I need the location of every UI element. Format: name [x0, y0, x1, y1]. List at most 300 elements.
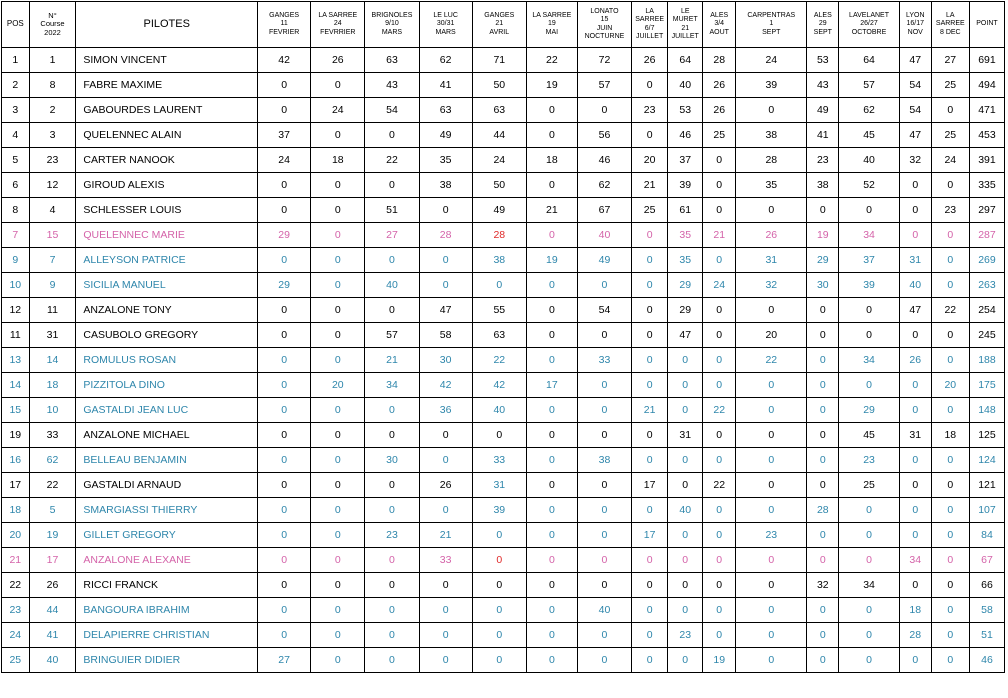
race-score-cell: 25	[931, 123, 969, 148]
race-score-cell: 0	[839, 298, 900, 323]
race-score-cell: 0	[526, 498, 577, 523]
race-score-cell: 39	[736, 73, 807, 98]
race-score-cell: 0	[931, 523, 969, 548]
race-score-cell: 0	[807, 298, 839, 323]
race-score-cell: 0	[632, 323, 668, 348]
race-score-cell: 0	[703, 523, 736, 548]
race-score-cell: 0	[931, 273, 969, 298]
race-score-cell: 0	[258, 498, 311, 523]
race-score-cell: 31	[472, 473, 526, 498]
race-score-cell: 26	[703, 98, 736, 123]
race-score-cell: 0	[703, 623, 736, 648]
race-score-cell: 26	[899, 348, 931, 373]
race-header: ALES 3/4 AOUT	[703, 2, 736, 48]
race-score-cell: 0	[526, 623, 577, 648]
table-row	[2, 148, 1005, 173]
race-score-cell: 0	[577, 273, 631, 298]
race-score-cell: 0	[311, 448, 365, 473]
race-score-cell: 46	[577, 148, 631, 173]
race-score-cell: 41	[807, 123, 839, 148]
race-score-cell: 49	[807, 98, 839, 123]
race-score-cell: 0	[365, 548, 419, 573]
race-score-cell: 38	[472, 248, 526, 273]
race-score-cell: 54	[365, 98, 419, 123]
table-row	[2, 548, 1005, 573]
race-score-cell: 0	[632, 498, 668, 523]
race-score-cell: 0	[899, 173, 931, 198]
pos-cell: 9	[2, 248, 30, 273]
race-score-cell: 0	[899, 223, 931, 248]
race-score-cell: 0	[258, 523, 311, 548]
pilot-name-cell: SIMON VINCENT	[76, 48, 258, 73]
pilot-name-cell: ANZALONE MICHAEL	[76, 423, 258, 448]
pilot-name-cell: CARTER NANOOK	[76, 148, 258, 173]
race-score-cell: 22	[931, 298, 969, 323]
race-score-cell: 54	[899, 73, 931, 98]
race-score-cell: 18	[311, 148, 365, 173]
point-total-cell: 121	[969, 473, 1004, 498]
pilot-name-cell: QUELENNEC ALAIN	[76, 123, 258, 148]
race-score-cell: 45	[839, 123, 900, 148]
race-score-cell: 0	[807, 323, 839, 348]
race-score-cell: 0	[311, 423, 365, 448]
race-score-cell: 57	[365, 323, 419, 348]
race-score-cell: 35	[736, 173, 807, 198]
race-score-cell: 0	[311, 198, 365, 223]
race-number-cell: 1	[29, 48, 76, 73]
race-score-cell: 30	[419, 348, 472, 373]
pilotes-header: PILOTES	[76, 2, 258, 48]
race-score-cell: 43	[807, 73, 839, 98]
race-score-cell: 0	[419, 498, 472, 523]
race-score-cell: 0	[258, 398, 311, 423]
race-number-cell: 31	[29, 323, 76, 348]
race-score-cell: 0	[736, 373, 807, 398]
pilot-name-cell: GASTALDI JEAN LUC	[76, 398, 258, 423]
race-score-cell: 27	[931, 48, 969, 73]
race-number-header: N° Course 2022	[29, 2, 76, 48]
race-score-cell: 53	[668, 98, 703, 123]
race-score-cell: 40	[472, 398, 526, 423]
pilot-name-cell: BRINGUIER DIDIER	[76, 648, 258, 673]
race-score-cell: 0	[258, 548, 311, 573]
race-score-cell: 0	[365, 573, 419, 598]
race-score-cell: 25	[839, 473, 900, 498]
race-score-cell: 0	[807, 623, 839, 648]
point-total-cell: 263	[969, 273, 1004, 298]
race-score-cell: 21	[419, 523, 472, 548]
race-score-cell: 0	[577, 473, 631, 498]
race-score-cell: 0	[668, 648, 703, 673]
standings-body	[2, 48, 1005, 673]
race-score-cell: 0	[526, 473, 577, 498]
race-score-cell: 0	[703, 198, 736, 223]
race-score-cell: 54	[899, 98, 931, 123]
race-number-cell: 18	[29, 373, 76, 398]
race-score-cell: 28	[419, 223, 472, 248]
race-score-cell: 40	[899, 273, 931, 298]
race-score-cell: 0	[703, 423, 736, 448]
race-score-cell: 0	[526, 273, 577, 298]
race-score-cell: 19	[526, 248, 577, 273]
race-score-cell: 0	[931, 473, 969, 498]
race-score-cell: 22	[526, 48, 577, 73]
race-score-cell: 22	[472, 348, 526, 373]
race-score-cell: 0	[899, 198, 931, 223]
race-score-cell: 0	[931, 648, 969, 673]
table-row	[2, 498, 1005, 523]
race-score-cell: 0	[526, 548, 577, 573]
race-score-cell: 0	[526, 598, 577, 623]
pilot-name-cell: ALLEYSON PATRICE	[76, 248, 258, 273]
pos-cell: 15	[2, 398, 30, 423]
race-score-cell: 18	[899, 598, 931, 623]
race-score-cell: 0	[931, 573, 969, 598]
race-score-cell: 0	[807, 523, 839, 548]
race-number-cell: 9	[29, 273, 76, 298]
race-score-cell: 34	[365, 373, 419, 398]
race-score-cell: 0	[736, 598, 807, 623]
race-score-cell: 38	[577, 448, 631, 473]
race-score-cell: 0	[365, 298, 419, 323]
race-score-cell: 0	[839, 623, 900, 648]
race-header: CARPENTRAS 1 SEPT	[736, 2, 807, 48]
race-score-cell: 45	[839, 423, 900, 448]
race-number-cell: 23	[29, 148, 76, 173]
race-score-cell: 21	[703, 223, 736, 248]
race-score-cell: 32	[736, 273, 807, 298]
race-score-cell: 0	[668, 523, 703, 548]
race-score-cell: 0	[668, 598, 703, 623]
race-header: BRIGNOLES 9/10 MARS	[365, 2, 419, 48]
race-score-cell: 43	[365, 73, 419, 98]
race-header: LA SARREE 19 MAI	[526, 2, 577, 48]
table-row	[2, 648, 1005, 673]
race-score-cell: 0	[839, 598, 900, 623]
race-score-cell: 0	[311, 398, 365, 423]
race-score-cell: 0	[839, 198, 900, 223]
race-score-cell: 21	[632, 398, 668, 423]
race-score-cell: 22	[703, 473, 736, 498]
race-score-cell: 0	[311, 223, 365, 248]
race-score-cell: 64	[839, 48, 900, 73]
race-score-cell: 0	[526, 323, 577, 348]
race-score-cell: 31	[899, 423, 931, 448]
race-score-cell: 67	[577, 198, 631, 223]
race-score-cell: 0	[807, 198, 839, 223]
pilot-name-cell: PIZZITOLA DINO	[76, 373, 258, 398]
point-total-cell: 66	[969, 573, 1004, 598]
race-score-cell: 0	[807, 548, 839, 573]
race-score-cell: 0	[899, 373, 931, 398]
race-score-cell: 19	[703, 648, 736, 673]
race-score-cell: 0	[736, 398, 807, 423]
race-score-cell: 42	[258, 48, 311, 73]
race-number-cell: 33	[29, 423, 76, 448]
table-row	[2, 323, 1005, 348]
pilot-name-cell: GIROUD ALEXIS	[76, 173, 258, 198]
race-score-cell: 30	[365, 448, 419, 473]
race-number-cell: 10	[29, 398, 76, 423]
race-score-cell: 0	[668, 573, 703, 598]
race-score-cell: 0	[472, 423, 526, 448]
race-score-cell: 0	[668, 373, 703, 398]
table-row	[2, 348, 1005, 373]
race-score-cell: 0	[311, 348, 365, 373]
race-score-cell: 47	[668, 323, 703, 348]
race-score-cell: 0	[931, 498, 969, 523]
race-score-cell: 29	[807, 248, 839, 273]
race-score-cell: 0	[258, 473, 311, 498]
race-score-cell: 0	[419, 448, 472, 473]
pos-cell: 13	[2, 348, 30, 373]
pilot-name-cell: CASUBOLO GREGORY	[76, 323, 258, 348]
race-score-cell: 0	[668, 448, 703, 473]
race-score-cell: 26	[632, 48, 668, 73]
pos-cell: 24	[2, 623, 30, 648]
race-score-cell: 33	[577, 348, 631, 373]
race-score-cell: 0	[526, 398, 577, 423]
table-row	[2, 523, 1005, 548]
race-score-cell: 0	[736, 648, 807, 673]
pos-cell: 4	[2, 123, 30, 148]
pilot-name-cell: ANZALONE ALEXANE	[76, 548, 258, 573]
race-score-cell: 0	[258, 348, 311, 373]
race-score-cell: 0	[632, 348, 668, 373]
race-score-cell: 0	[632, 223, 668, 248]
race-score-cell: 0	[311, 523, 365, 548]
race-score-cell: 0	[311, 273, 365, 298]
race-score-cell: 33	[472, 448, 526, 473]
race-score-cell: 0	[365, 173, 419, 198]
race-score-cell: 24	[472, 148, 526, 173]
race-score-cell: 27	[258, 648, 311, 673]
race-score-cell: 0	[899, 573, 931, 598]
point-total-cell: 124	[969, 448, 1004, 473]
race-score-cell: 0	[472, 598, 526, 623]
point-total-cell: 51	[969, 623, 1004, 648]
point-total-cell: 84	[969, 523, 1004, 548]
table-row	[2, 248, 1005, 273]
pilot-name-cell: BANGOURA IBRAHIM	[76, 598, 258, 623]
race-score-cell: 0	[807, 448, 839, 473]
point-total-cell: 125	[969, 423, 1004, 448]
point-total-cell: 691	[969, 48, 1004, 73]
race-number-cell: 62	[29, 448, 76, 473]
table-row	[2, 48, 1005, 73]
race-score-cell: 0	[703, 448, 736, 473]
race-score-cell: 0	[839, 648, 900, 673]
race-score-cell: 0	[703, 548, 736, 573]
race-score-cell: 0	[736, 423, 807, 448]
race-score-cell: 0	[577, 623, 631, 648]
race-score-cell: 23	[365, 523, 419, 548]
race-score-cell: 0	[419, 198, 472, 223]
race-score-cell: 28	[899, 623, 931, 648]
race-score-cell: 0	[899, 498, 931, 523]
race-score-cell: 31	[899, 248, 931, 273]
race-score-cell: 34	[839, 348, 900, 373]
race-score-cell: 0	[365, 473, 419, 498]
race-score-cell: 28	[472, 223, 526, 248]
race-score-cell: 0	[668, 398, 703, 423]
race-score-cell: 33	[419, 548, 472, 573]
race-number-cell: 40	[29, 648, 76, 673]
pilot-name-cell: FABRE MAXIME	[76, 73, 258, 98]
race-score-cell: 0	[899, 448, 931, 473]
race-score-cell: 20	[632, 148, 668, 173]
race-score-cell: 0	[365, 123, 419, 148]
race-score-cell: 34	[839, 573, 900, 598]
race-score-cell: 0	[526, 173, 577, 198]
race-score-cell: 0	[258, 598, 311, 623]
race-score-cell: 0	[931, 223, 969, 248]
race-score-cell: 0	[472, 648, 526, 673]
race-header: LA SARREE 6/7 JUILLET	[632, 2, 668, 48]
race-score-cell: 36	[419, 398, 472, 423]
race-score-cell: 40	[365, 273, 419, 298]
race-score-cell: 0	[807, 348, 839, 373]
race-score-cell: 0	[736, 623, 807, 648]
race-number-cell: 7	[29, 248, 76, 273]
race-score-cell: 0	[632, 573, 668, 598]
race-score-cell: 21	[526, 198, 577, 223]
race-score-cell: 25	[632, 198, 668, 223]
race-score-cell: 0	[807, 423, 839, 448]
race-score-cell: 0	[258, 448, 311, 473]
race-score-cell: 0	[365, 598, 419, 623]
race-header: GANGES 21 AVRIL	[472, 2, 526, 48]
race-score-cell: 0	[526, 423, 577, 448]
race-score-cell: 37	[668, 148, 703, 173]
race-score-cell: 0	[703, 348, 736, 373]
race-score-cell: 0	[526, 223, 577, 248]
race-score-cell: 35	[419, 148, 472, 173]
race-score-cell: 0	[632, 248, 668, 273]
pos-cell: 11	[2, 323, 30, 348]
race-score-cell: 22	[736, 348, 807, 373]
race-score-cell: 0	[703, 173, 736, 198]
race-score-cell: 21	[365, 348, 419, 373]
pos-cell: 2	[2, 73, 30, 98]
race-score-cell: 0	[311, 598, 365, 623]
race-score-cell: 0	[311, 498, 365, 523]
race-header: LE LUC 30/31 MARS	[419, 2, 472, 48]
race-score-cell: 0	[931, 448, 969, 473]
race-score-cell: 62	[419, 48, 472, 73]
table-row	[2, 73, 1005, 98]
point-total-cell: 254	[969, 298, 1004, 323]
race-number-cell: 44	[29, 598, 76, 623]
race-score-cell: 0	[258, 73, 311, 98]
race-score-cell: 20	[736, 323, 807, 348]
race-score-cell: 41	[419, 73, 472, 98]
race-score-cell: 38	[419, 173, 472, 198]
race-score-cell: 40	[668, 498, 703, 523]
table-row	[2, 298, 1005, 323]
race-score-cell: 40	[668, 73, 703, 98]
pos-cell: 10	[2, 273, 30, 298]
race-score-cell: 39	[668, 173, 703, 198]
pilot-name-cell: RICCI FRANCK	[76, 573, 258, 598]
race-score-cell: 28	[703, 48, 736, 73]
race-header: LE MURET 21 JUILLET	[668, 2, 703, 48]
point-total-cell: 471	[969, 98, 1004, 123]
race-score-cell: 0	[419, 598, 472, 623]
race-score-cell: 63	[419, 98, 472, 123]
race-score-cell: 0	[577, 648, 631, 673]
pos-cell: 19	[2, 423, 30, 448]
race-score-cell: 72	[577, 48, 631, 73]
table-row	[2, 573, 1005, 598]
race-score-cell: 49	[472, 198, 526, 223]
race-score-cell: 0	[577, 498, 631, 523]
point-total-cell: 269	[969, 248, 1004, 273]
race-score-cell: 0	[899, 648, 931, 673]
race-score-cell: 0	[703, 598, 736, 623]
race-score-cell: 57	[839, 73, 900, 98]
race-score-cell: 26	[311, 48, 365, 73]
race-score-cell: 26	[419, 473, 472, 498]
race-score-cell: 47	[899, 298, 931, 323]
race-score-cell: 0	[577, 548, 631, 573]
race-score-cell: 17	[632, 473, 668, 498]
race-score-cell: 38	[807, 173, 839, 198]
race-header: LAVELANET 26/27 OCTOBRE	[839, 2, 900, 48]
race-score-cell: 0	[258, 248, 311, 273]
race-score-cell: 57	[577, 73, 631, 98]
race-number-cell: 17	[29, 548, 76, 573]
race-score-cell: 0	[526, 523, 577, 548]
race-score-cell: 0	[931, 348, 969, 373]
race-score-cell: 0	[807, 373, 839, 398]
pos-cell: 6	[2, 173, 30, 198]
race-score-cell: 56	[577, 123, 631, 148]
race-score-cell: 26	[736, 223, 807, 248]
race-score-cell: 0	[577, 573, 631, 598]
pos-cell: 22	[2, 573, 30, 598]
race-score-cell: 29	[839, 398, 900, 423]
race-score-cell: 0	[632, 648, 668, 673]
race-header: ALES 29 SEPT	[807, 2, 839, 48]
race-score-cell: 0	[839, 323, 900, 348]
race-score-cell: 0	[703, 498, 736, 523]
race-score-cell: 0	[632, 298, 668, 323]
point-total-cell: 391	[969, 148, 1004, 173]
table-row	[2, 123, 1005, 148]
race-score-cell: 35	[668, 248, 703, 273]
race-score-cell: 0	[736, 473, 807, 498]
race-score-cell: 0	[931, 623, 969, 648]
race-score-cell: 0	[365, 648, 419, 673]
table-row	[2, 373, 1005, 398]
race-score-cell: 32	[807, 573, 839, 598]
race-score-cell: 25	[931, 73, 969, 98]
race-score-cell: 47	[899, 123, 931, 148]
pos-cell: 25	[2, 648, 30, 673]
pos-cell: 7	[2, 223, 30, 248]
race-score-cell: 20	[931, 373, 969, 398]
race-score-cell: 0	[526, 98, 577, 123]
race-score-cell: 0	[419, 623, 472, 648]
pos-cell: 12	[2, 298, 30, 323]
pos-header: POS	[2, 2, 30, 48]
pilot-name-cell: SCHLESSER LOUIS	[76, 198, 258, 223]
race-score-cell: 0	[931, 598, 969, 623]
race-number-cell: 3	[29, 123, 76, 148]
race-score-cell: 0	[472, 573, 526, 598]
table-row	[2, 448, 1005, 473]
